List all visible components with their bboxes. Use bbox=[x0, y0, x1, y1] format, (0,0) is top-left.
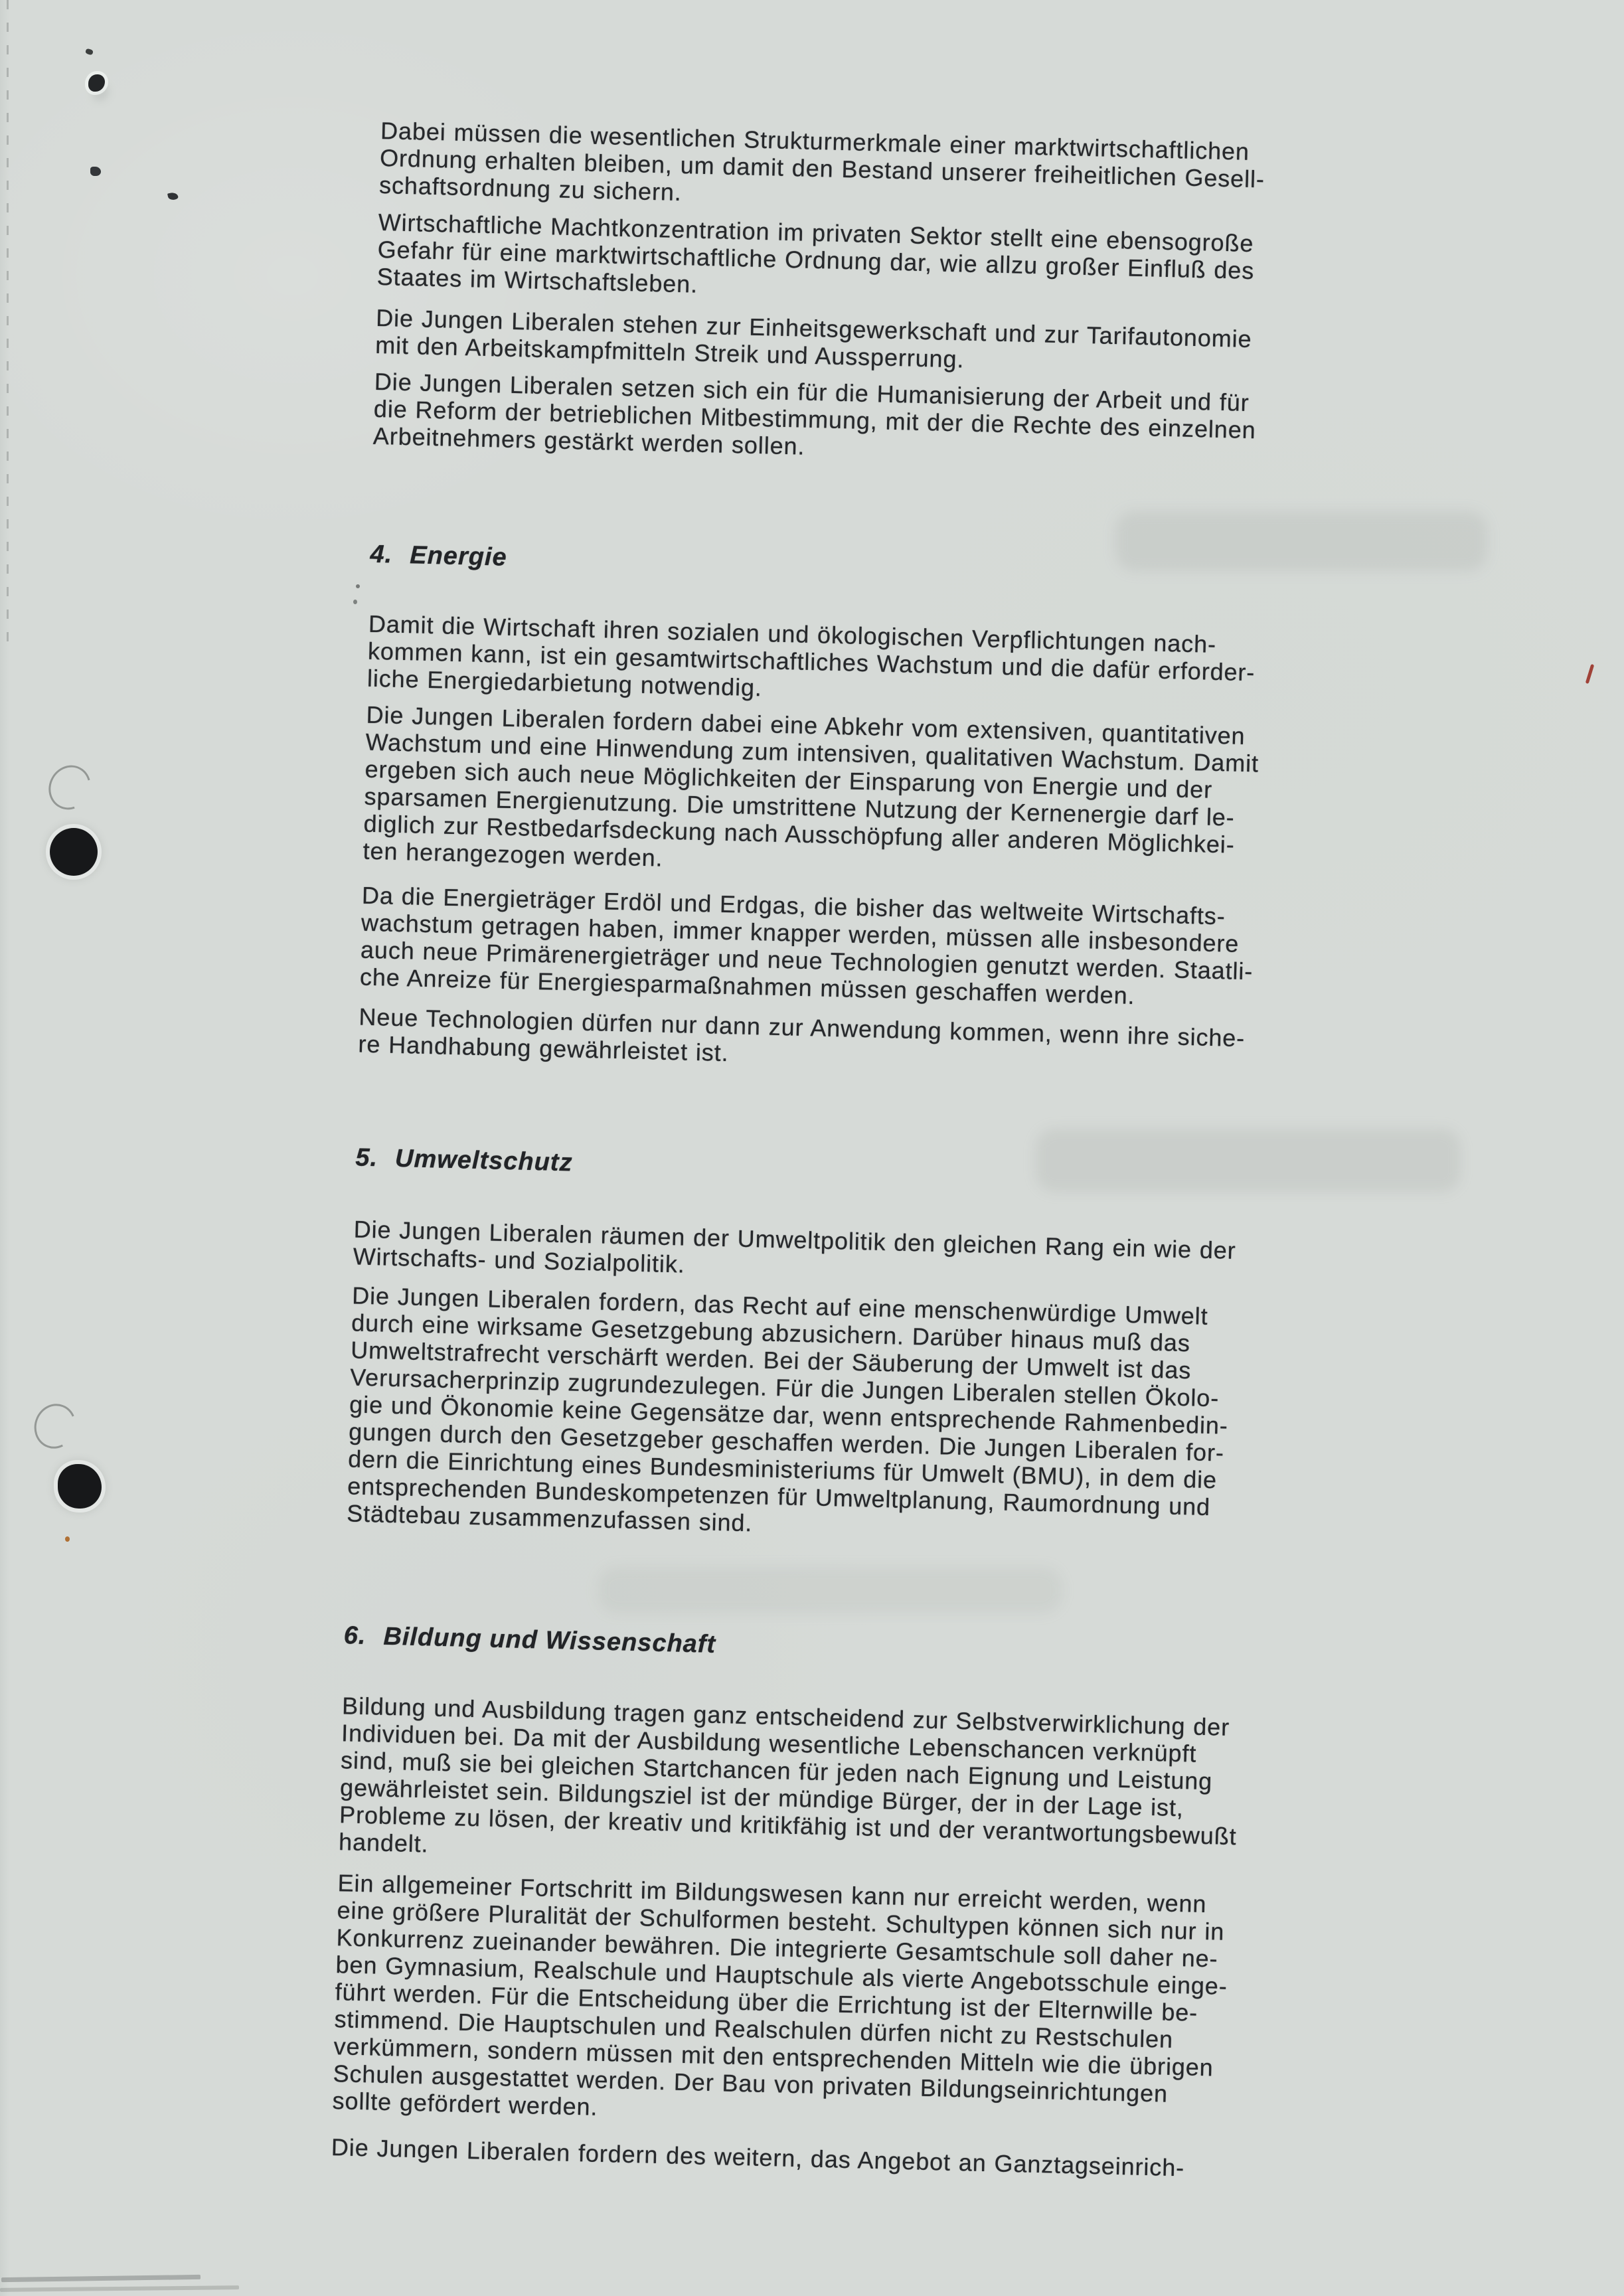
umwelt-paragraph-rang: Die Jungen Liberalen räumen der Umweltpolitik den gleichen Rang ein wie der Wirtschafts- und Sozialpolitik. bbox=[353, 1215, 1237, 1278]
scanner-edge-line bbox=[7, 0, 9, 651]
bleed-through-ghost bbox=[1036, 1129, 1461, 1192]
stray-colon-dot bbox=[353, 600, 357, 604]
intro-paragraph-structure: Dabei müssen die wesentlichen Strukturmerkmale einer marktwirtschaftlichen Ordnung erhalten bleiben, um damit den Bestand unserer freiheitlichen Gesell- schaftsordnung zu sichern. bbox=[378, 116, 1265, 206]
umwelt-paragraph-gesetzgebung: Die Jungen Liberalen fordern, das Recht auf eine menschenwürdige Umwelt durch eine wirksame Gesetzgebung abzusichern. Darüber hinaus muß das Umweltstrafrecht verschärft werden. Bei der Säuberung der Umwelt ist das Verursacherprinzip zugrundezulegen. Für die Jungen Liberalen stellen Ökolo- gie und Ökonomie keine Gegensätze dar, wenn entsprechende Rahmenbedin- gungen durch den Gesetzgeber geschaffen werden. Die Jungen Liberalen for- dern die Einrichtung eines Bundesministeriums für Umwelt (BMU), in dem die entsprechenden Bundeskompetenzen für Umweltplanung, Raumordnung und Städtebau zusammenzufassen sind. bbox=[346, 1281, 1229, 1537]
bildung-paragraph-selbstverwirklichung: Bildung und Ausbildung tragen ganz entscheidend zur Selbstverwirklichung der Individuen bei. Da mit der Ausbildung wesentliche Lebenschancen verknüpft sind, muß sie bei gleichen Startchancen für jeden nach Eignung und Leistung gewährleistet sein. Bildungsziel ist der mündige Bürger, der in der Lage ist, Probleme zu lösen, der kreativ und kritikfähig ist und der verantwortungsbewußt handelt. bbox=[338, 1692, 1238, 1858]
paper-speck bbox=[167, 192, 179, 201]
section-number: 5. bbox=[355, 1143, 378, 1173]
stray-colon-dot bbox=[356, 584, 360, 588]
punch-hole-ring-upper bbox=[41, 758, 99, 817]
bleed-through-ghost bbox=[598, 1567, 1062, 1613]
orange-fleck bbox=[65, 1536, 70, 1542]
intro-paragraph-machtkonzentration: Wirtschaftliche Machtkonzentration im privaten Sektor stellt eine ebensogroße Gefahr für eine marktwirtschaftliche Ordnung dar, wie allzu großer Einfluß des Staates im Wirtschaftsleben. bbox=[376, 208, 1255, 298]
section-number: 6. bbox=[343, 1621, 367, 1651]
red-pen-mark bbox=[1585, 664, 1595, 684]
bottom-smudge bbox=[1, 2275, 201, 2282]
intro-paragraph-humanisierung: Die Jungen Liberalen setzen sich ein für die Humanisierung der Arbeit und für die Reform der betrieblichen Mitbestimmung, mit der die Rechte des einzelnen Arbeitnehmers gestärkt werden sollen. bbox=[372, 367, 1257, 460]
punch-hole-upper bbox=[50, 828, 98, 876]
section-title: Bildung und Wissenschaft bbox=[382, 1622, 716, 1659]
energie-paragraph-technologien: Neue Technologien dürfen nur dann zur Anwendung kommen, wenn ihre siche- re Handhabung gewährleistet ist. bbox=[358, 1003, 1246, 1067]
section-heading-energie bbox=[370, 539, 507, 573]
paper-speck bbox=[85, 48, 94, 55]
section-title: Energie bbox=[409, 541, 508, 572]
paper-speck bbox=[90, 167, 101, 176]
section-number: 4. bbox=[370, 540, 393, 569]
punch-hole-ring-lower bbox=[28, 1398, 82, 1454]
section-heading-umweltschutz bbox=[355, 1142, 573, 1178]
energie-paragraph-wachstum: Damit die Wirtschaft ihren sozialen und ökologischen Verpflichtungen nach- kommen kann, ist ein gesamtwirtschaftliches Wachstum und die dafür erforder- liche Energiedarbietung notwendig. bbox=[366, 610, 1256, 702]
punch-hole-lower bbox=[58, 1464, 102, 1509]
intro-paragraph-einheitsgewerkschaft: Die Jungen Liberalen stehen zur Einheitsgewerkschaft und zur Tarifautonomie mit den Arbeitskampfmitteln Streik und Aussperrung. bbox=[374, 303, 1252, 373]
bildung-paragraph-schulformen: Ein allgemeiner Fortschritt im Bildungswesen kann nur erreicht werden, wenn eine größere Pluralität der Schulformen besteht. Schultypen können sich nur in Konkurrenz zueinander bewähren. Die integrierte Gesamtschule soll daher ne- ben Gymnasium, Realschule und Hauptschule als vierte Angebotsschule einge- führt werden. Für die Entscheidung über die Errichtung ist der Elternwille be- stimmend. Die Hauptschulen und Realschulen dürfen nicht zu Restschulen verkümmern, sondern müssen mit den entsprechenden Mitteln wie die übrigen Schulen ausgestattet werden. Der Bau von privaten Bildungseinrichtungen sollte gefördert werden. bbox=[332, 1869, 1228, 2121]
bleed-through-ghost bbox=[1115, 511, 1487, 571]
section-heading-bildung bbox=[343, 1620, 716, 1660]
energie-paragraph-abkehr: Die Jungen Liberalen fordern dabei eine Abkehr vom extensiven, quantitativen Wachstum und eine Hinwendung zum intensiven, qualitativen Wachstum. Damit ergeben sich auch neue Möglichkeiten der Einsparung von Energie und der sparsamen Energienutzung. Die umstrittene Nutzung der Kernenergie darf le- diglich zur Restbedarfsdeckung nach Ausschöpfung aller anderen Möglichkei- ten herangezogen werden. bbox=[363, 700, 1259, 872]
energie-paragraph-energietraeger: Da die Energieträger Erdöl und Erdgas, die bisher das weltweite Wirtschafts- wachstum getragen haben, immer knapper werden, müssen alle insbesondere auch neue Primärenergieträger und neue Technologien genutzt werden. Staatli- che Anreize für Energiesparmaßnahmen müssen geschaffen werden. bbox=[359, 881, 1254, 1010]
section-title: Umweltschutz bbox=[394, 1144, 573, 1177]
bildung-paragraph-ganztag: Die Jungen Liberalen fordern des weitern, das Angebot an Ganztagseinrich- bbox=[331, 2133, 1185, 2182]
paper-blemish bbox=[88, 74, 105, 92]
bottom-smudge bbox=[0, 2285, 239, 2292]
